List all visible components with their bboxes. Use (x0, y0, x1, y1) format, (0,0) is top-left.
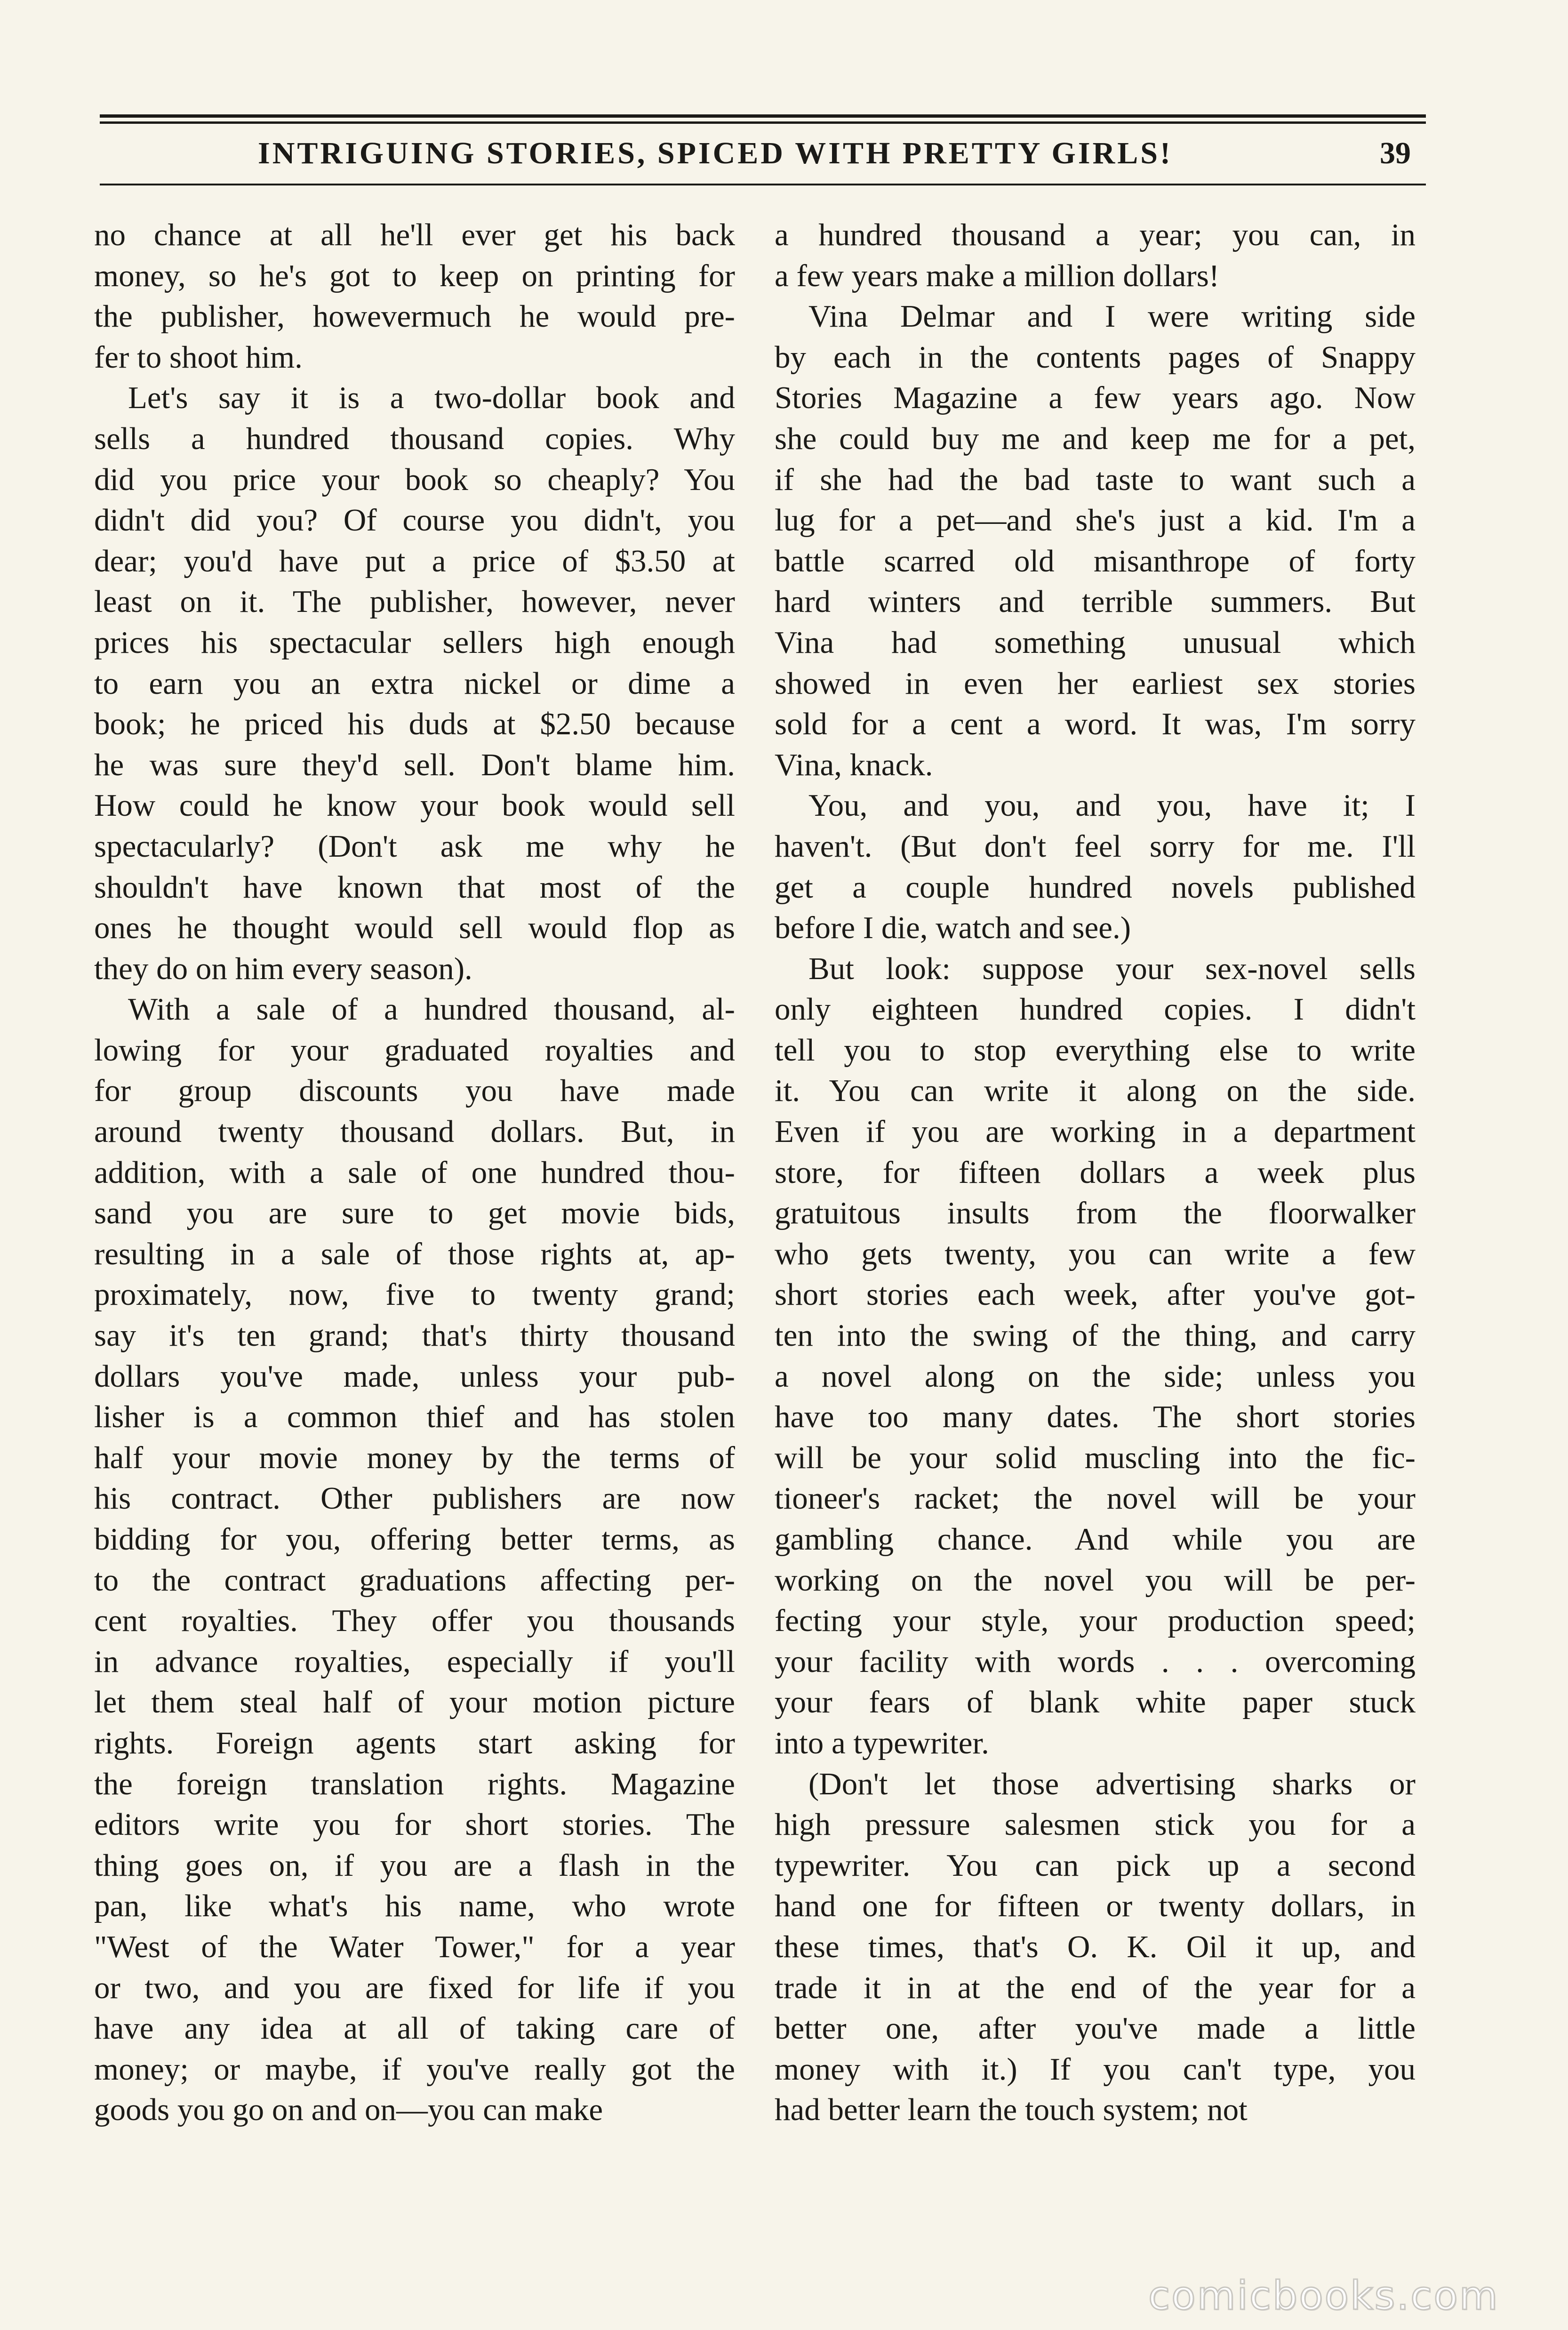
text-line: will be your solid muscling into the fic- (775, 1440, 1416, 1475)
text-line: You, and you, and you, have it; I (808, 788, 1416, 823)
text-line: prices his spectacular sellers high enough (94, 625, 735, 660)
watermark-logo: comicbooks.com (1148, 2273, 1499, 2319)
text-line: your facility with words . . . overcoming (775, 1644, 1416, 1679)
paragraph (775, 785, 1416, 948)
paragraph (775, 1764, 1416, 2130)
text-line: say it's ten grand; that's thirty thousand (94, 1318, 735, 1353)
text-line: shouldn't have known that most of the (94, 869, 735, 905)
text-line: for group discounts you have made (94, 1073, 735, 1109)
text-line: have too many dates. The short stories (775, 1399, 1416, 1435)
text-line: high pressure salesmen stick you for a (775, 1807, 1416, 1842)
text-line: rights. Foreign agents start asking for (94, 1725, 735, 1760)
text-line: who gets twenty, you can write a few (775, 1236, 1416, 1271)
text-line: tell you to stop everything else to write (775, 1032, 1416, 1068)
text-line: or two, and you are fixed for life if you (94, 1970, 735, 2005)
text-line: to the contract graduations affecting per- (94, 1562, 735, 1598)
text-line: before I die, watch and see.) (775, 910, 1131, 946)
text-line: he was sure they'd sell. Don't blame him. (94, 747, 735, 782)
text-line: money with it.) If you can't type, you (775, 2051, 1416, 2087)
text-line: Let's say it is a two-dollar book and (128, 380, 735, 416)
text-line: Vina had something unusual which (775, 625, 1416, 660)
text-line: your fears of blank white paper stuck (775, 1685, 1416, 1720)
text-line: the foreign translation rights. Magazine (94, 1766, 735, 1801)
text-line: typewriter. You can pick up a second (775, 1848, 1416, 1883)
text-line: dollars you've made, unless your pub- (94, 1358, 735, 1394)
text-line: Stories Magazine a few years ago. Now (775, 380, 1416, 416)
text-line: sold for a cent a word. It was, I'm sorry (775, 707, 1416, 742)
page-number: 39 (1380, 136, 1411, 170)
text-line: have any idea at all of taking care of (94, 2011, 735, 2046)
header-top-rule (100, 114, 1426, 118)
paragraph (775, 948, 1416, 1764)
text-line: addition, with a sale of one hundred thou- (94, 1155, 735, 1190)
text-line: to earn you an extra nickel or dime a (94, 666, 735, 701)
text-line: haven't. (But don't feel sorry for me. I'll (775, 828, 1416, 864)
text-line: no chance at all he'll ever get his back (94, 217, 735, 252)
text-line: Vina Delmar and I were writing side (808, 299, 1416, 334)
text-line: sells a hundred thousand copies. Why (94, 421, 735, 456)
paragraph (775, 215, 1416, 296)
text-line: Vina, knack. (775, 747, 933, 782)
text-line: trade it in at the end of the year for a (775, 1970, 1416, 2005)
text-line: ones he thought would sell would flop as (94, 910, 735, 946)
text-line: better one, after you've made a little (775, 2011, 1416, 2046)
text-line: With a sale of a hundred thousand, al- (128, 992, 735, 1027)
text-line: let them steal half of your motion picture (94, 1685, 735, 1720)
text-line: a novel along on the side; unless you (775, 1358, 1416, 1394)
text-line: into a typewriter. (775, 1725, 989, 1760)
text-line: money, so he's got to keep on printing for (94, 258, 735, 293)
paragraph (94, 989, 735, 2130)
text-line: proximately, now, five to twenty grand; (94, 1277, 735, 1312)
text-line: if she had the bad taste to want such a (775, 462, 1416, 497)
text-line: dear; you'd have put a price of $3.50 at (94, 543, 735, 578)
text-line: lisher is a common thief and has stolen (94, 1399, 735, 1435)
text-line: a hundred thousand a year; you can, in (775, 217, 1416, 252)
text-line: short stories each week, after you've got- (775, 1277, 1416, 1312)
text-line: thing goes on, if you are a flash in the (94, 1848, 735, 1883)
text-line: by each in the contents pages of Snappy (775, 339, 1416, 375)
text-line: hand one for fifteen or twenty dollars, in (775, 1888, 1416, 1924)
text-line: around twenty thousand dollars. But, in (94, 1114, 735, 1149)
text-line: book; he priced his duds at $2.50 because (94, 707, 735, 742)
text-line: only eighteen hundred copies. I didn't (775, 992, 1416, 1027)
text-line: tioneer's racket; the novel will be your (775, 1481, 1416, 1516)
text-line: spectacularly? (Don't ask me why he (94, 828, 735, 864)
text-line: working on the novel you will be per- (775, 1562, 1416, 1598)
text-line: "West of the Water Tower," for a year (94, 1929, 735, 1964)
header-bottom-rule (100, 184, 1426, 185)
text-line: resulting in a sale of those rights at, ap- (94, 1236, 735, 1271)
text-line: didn't did you? Of course you didn't, you (94, 503, 735, 538)
text-line: showed in even her earliest sex stories (775, 666, 1416, 701)
text-line: cent royalties. They offer you thousands (94, 1603, 735, 1639)
text-line: lowing for your graduated royalties and (94, 1032, 735, 1068)
text-line: bidding for you, offering better terms, as (94, 1522, 735, 1557)
right-text-column (775, 215, 1416, 2130)
text-line: his contract. Other publishers are now (94, 1481, 735, 1516)
text-line: a few years make a million dollars! (775, 258, 1220, 293)
text-line: Even if you are working in a department (775, 1114, 1416, 1149)
text-line: the publisher, howevermuch he would pre- (94, 299, 735, 334)
text-line: fer to shoot him. (94, 339, 303, 375)
text-line: goods you go on and on—you can make (94, 2092, 603, 2128)
text-line: gratuitous insults from the floorwalker (775, 1196, 1416, 1231)
text-line: store, for fifteen dollars a week plus (775, 1155, 1416, 1190)
text-line: But look: suppose your sex-novel sells (808, 951, 1416, 986)
text-line: lug for a pet—and she's just a kid. I'm a (775, 503, 1416, 538)
text-line: did you price your book so cheaply? You (94, 462, 735, 497)
text-line: least on it. The publisher, however, never (94, 584, 735, 619)
left-text-column (94, 215, 735, 2130)
text-line: hard winters and terrible summers. But (775, 584, 1416, 619)
paragraph (94, 378, 735, 989)
text-line: it. You can write it along on the side. (775, 1073, 1416, 1109)
running-header-title: INTRIGUING STORIES, SPICED WITH PRETTY GIRLS! (258, 136, 1173, 170)
text-line: pan, like what's his name, who wrote (94, 1888, 735, 1924)
text-line: (Don't let those advertising sharks or (808, 1766, 1416, 1801)
header-top-rule-thin (100, 121, 1426, 124)
text-line: editors write you for short stories. The (94, 1807, 735, 1842)
text-line: How could he know your book would sell (94, 788, 735, 823)
text-line: they do on him every season). (94, 951, 472, 986)
text-line: get a couple hundred novels published (775, 869, 1416, 905)
paragraph (775, 296, 1416, 785)
paragraph (94, 215, 735, 378)
text-line: had better learn the touch system; not (775, 2092, 1248, 2128)
text-line: ten into the swing of the thing, and carry (775, 1318, 1416, 1353)
text-line: she could buy me and keep me for a pet, (775, 421, 1416, 456)
text-line: half your movie money by the terms of (94, 1440, 735, 1475)
text-line: in advance royalties, especially if you'll (94, 1644, 735, 1679)
text-line: money; or maybe, if you've really got the (94, 2051, 735, 2087)
text-line: battle scarred old misanthrope of forty (775, 543, 1416, 578)
text-line: these times, that's O. K. Oil it up, and (775, 1929, 1416, 1964)
text-line: gambling chance. And while you are (775, 1522, 1416, 1557)
text-line: sand you are sure to get movie bids, (94, 1196, 735, 1231)
text-line: fecting your style, your production speed; (775, 1603, 1416, 1639)
